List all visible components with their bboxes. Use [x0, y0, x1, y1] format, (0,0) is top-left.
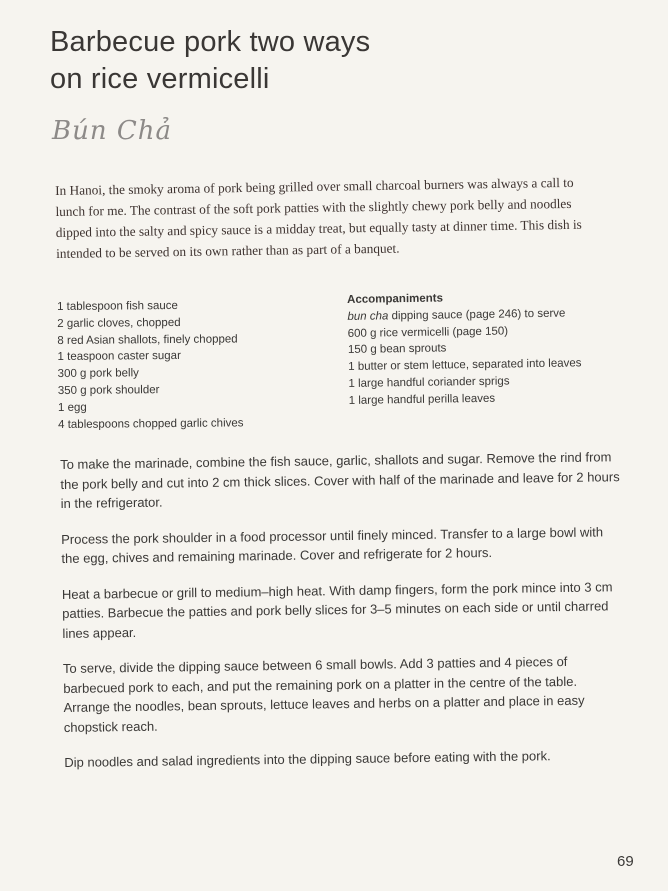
- method-paragraph: Heat a barbecue or grill to medium–high heat. With damp fingers, form the pork mince into 3 cm patties. Barbecue the patties and pork belly slices for 3–5 minutes on each side or until charred lines appear.: [61, 578, 613, 641]
- ingredient-item: 1 teaspoon caster sugar: [57, 350, 181, 364]
- intro-paragraph: In Hanoi, the smoky aroma of pork being grilled over small charcoal burners was always a call to lunch for me. The contrast of the soft pork patties with the slightly chewy pork belly and noodles dipped into the salty and spicy sauce is a midday treat, but equally tasty at dinner time. This dish is intended to be served on its own rather than as part of a banquet.: [55, 174, 582, 261]
- ingredient-item: 8 red Asian shallots, finely chopped: [57, 333, 238, 347]
- ingredient-item: 300 g pork belly: [57, 367, 139, 381]
- accompaniment-item-italic: bun cha: [347, 310, 389, 323]
- page-number: 69: [617, 853, 634, 870]
- title-line-2: on rice vermicelli: [50, 63, 270, 95]
- ingredient-item: 1 egg: [57, 401, 87, 414]
- method-paragraph: To make the marinade, combine the fish sauce, garlic, shallots and sugar. Remove the rind from the pork belly and cut into 2 cm thick slices. Cover with half of the marinade and leave for 2 hours in the refrigerator.: [60, 449, 620, 511]
- method-paragraph: To serve, divide the dipping sauce between 6 small bowls. Add 3 patties and 4 pieces of barbecued pork to each, and put the remaining pork on a platter in the centre of the table. Arrange the noodles, bean sprouts, lettuce leaves and herbs on a platter and place in easy chopstick reach.: [62, 653, 585, 735]
- ingredient-item: 4 tablespoons chopped garlic chives: [58, 416, 244, 431]
- recipe-subtitle: Bún Chả: [52, 116, 173, 146]
- method-paragraph: Process the pork shoulder in a food processor until finely minced. Transfer to a large bowl with the egg, chives and remaining marinade. Cover and refrigerate for 2 hours.: [61, 523, 604, 566]
- accompaniment-item-text: dipping sauce (page 246) to serve: [388, 307, 566, 323]
- ingredient-list: [57, 297, 328, 434]
- ingredient-item: 1 tablespoon fish sauce: [57, 299, 178, 313]
- accompaniment-item: 150 g bean sprouts: [347, 342, 447, 357]
- accompaniment-item: 1 large handful perilla leaves: [348, 392, 496, 407]
- method-steps: [60, 447, 625, 788]
- ingredient-item: 2 garlic cloves, chopped: [57, 316, 181, 330]
- accompaniment-item: 1 large handful coriander sprigs: [348, 375, 510, 390]
- title-line-1: Barbecue pork two ways: [50, 26, 371, 58]
- accompaniment-item: 600 g rice vermicelli (page 150): [347, 325, 509, 340]
- recipe-title: [50, 24, 470, 98]
- accompaniments-heading: Accompaniments: [347, 292, 444, 306]
- ingredient-item: 350 g pork shoulder: [57, 384, 160, 397]
- method-paragraph: Dip noodles and salad ingredients into the dipping sauce before eating with the pork.: [64, 748, 551, 770]
- accompaniment-item: 1 butter or stem lettuce, separated into leaves: [348, 357, 582, 374]
- accompaniments-list: [347, 288, 609, 410]
